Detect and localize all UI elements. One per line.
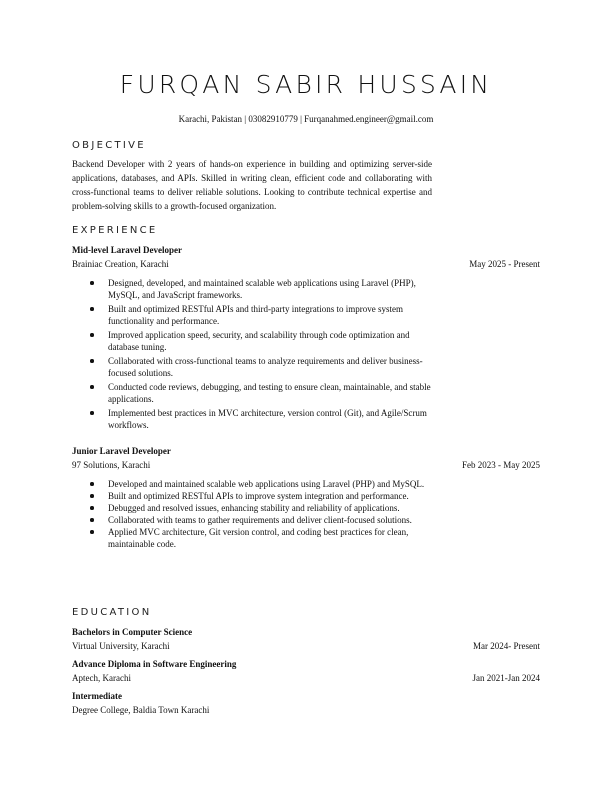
bullet-item: Improved application speed, security, and scalability through code optimization and database tuning. — [90, 329, 435, 353]
bullet-item: Designed, developed, and maintained scalable web applications using Laravel (PHP), MySQL, and JavaScript frameworks. — [90, 277, 435, 301]
job-company: 97 Solutions, Karachi — [72, 460, 151, 470]
job-meta — [72, 259, 540, 269]
contact-info: Karachi, Pakistan | 03082910779 | Furqanahmed.engineer@gmail.com — [178, 114, 434, 124]
job-bullets — [90, 277, 435, 433]
job-dates: May 2025 - Present — [469, 259, 540, 269]
bullet-item: Developed and maintained scalable web applications using Laravel (PHP) and MySQL. — [90, 478, 435, 490]
job-company: Brainiac Creation, Karachi — [72, 259, 169, 269]
bullet-item: Built and optimized RESTful APIs and third-party integrations to improve system functionality and performance. — [90, 303, 435, 327]
education-meta — [72, 705, 540, 715]
objective-text: Backend Developer with 2 years of hands-on experience in building and optimizing server-side applications, databases, and APIs. Skilled in writing clean, efficient code and collaborating with cross-functional teams to deliver reliable solutions. Looking to contribute technical expertise and problem-solving skills to a growth-focused organization. — [72, 159, 432, 211]
job-title: Mid-level Laravel Developer — [72, 245, 182, 255]
bullet-item: Debugged and resolved issues, enhancing stability and reliability of applications. — [90, 502, 435, 514]
school-name: Virtual University, Karachi — [72, 641, 170, 651]
bullet-item: Collaborated with teams to gather requirements and deliver client-focused solutions. — [90, 514, 435, 526]
objective-heading: OBJECTIVE — [72, 140, 146, 151]
job-meta — [72, 460, 540, 470]
degree-title: Bachelors in Computer Science — [72, 627, 193, 637]
bullet-item: Built and optimized RESTful APIs to improve system integration and performance. — [90, 490, 435, 502]
education-dates: Jan 2021-Jan 2024 — [472, 673, 540, 683]
experience-heading: EXPERIENCE — [72, 225, 158, 236]
job-bullets — [90, 478, 435, 550]
degree-title: Intermediate — [72, 691, 122, 701]
school-name: Aptech, Karachi — [72, 673, 131, 683]
degree-title: Advance Diploma in Software Engineering — [72, 659, 237, 669]
bullet-item: Applied MVC architecture, Git version control, and coding best practices for clean, maintainable code. — [90, 526, 435, 550]
job-title: Junior Laravel Developer — [72, 446, 171, 456]
job-dates: Feb 2023 - May 2025 — [462, 460, 540, 470]
bullet-item: Collaborated with cross-functional teams to analyze requirements and deliver business-focused solutions. — [90, 355, 435, 379]
bullet-item: Conducted code reviews, debugging, and testing to ensure clean, maintainable, and stable applications. — [90, 381, 435, 405]
education-meta — [72, 673, 540, 683]
education-heading: EDUCATION — [72, 607, 152, 618]
bullet-item: Implemented best practices in MVC architecture, version control (Git), and Agile/Scrum workflows. — [90, 407, 435, 431]
school-name: Degree College, Baldia Town Karachi — [72, 705, 210, 715]
education-dates: Mar 2024- Present — [473, 641, 540, 651]
education-meta — [72, 641, 540, 651]
candidate-name: FURQAN SABIR HUSSAIN — [119, 70, 493, 99]
